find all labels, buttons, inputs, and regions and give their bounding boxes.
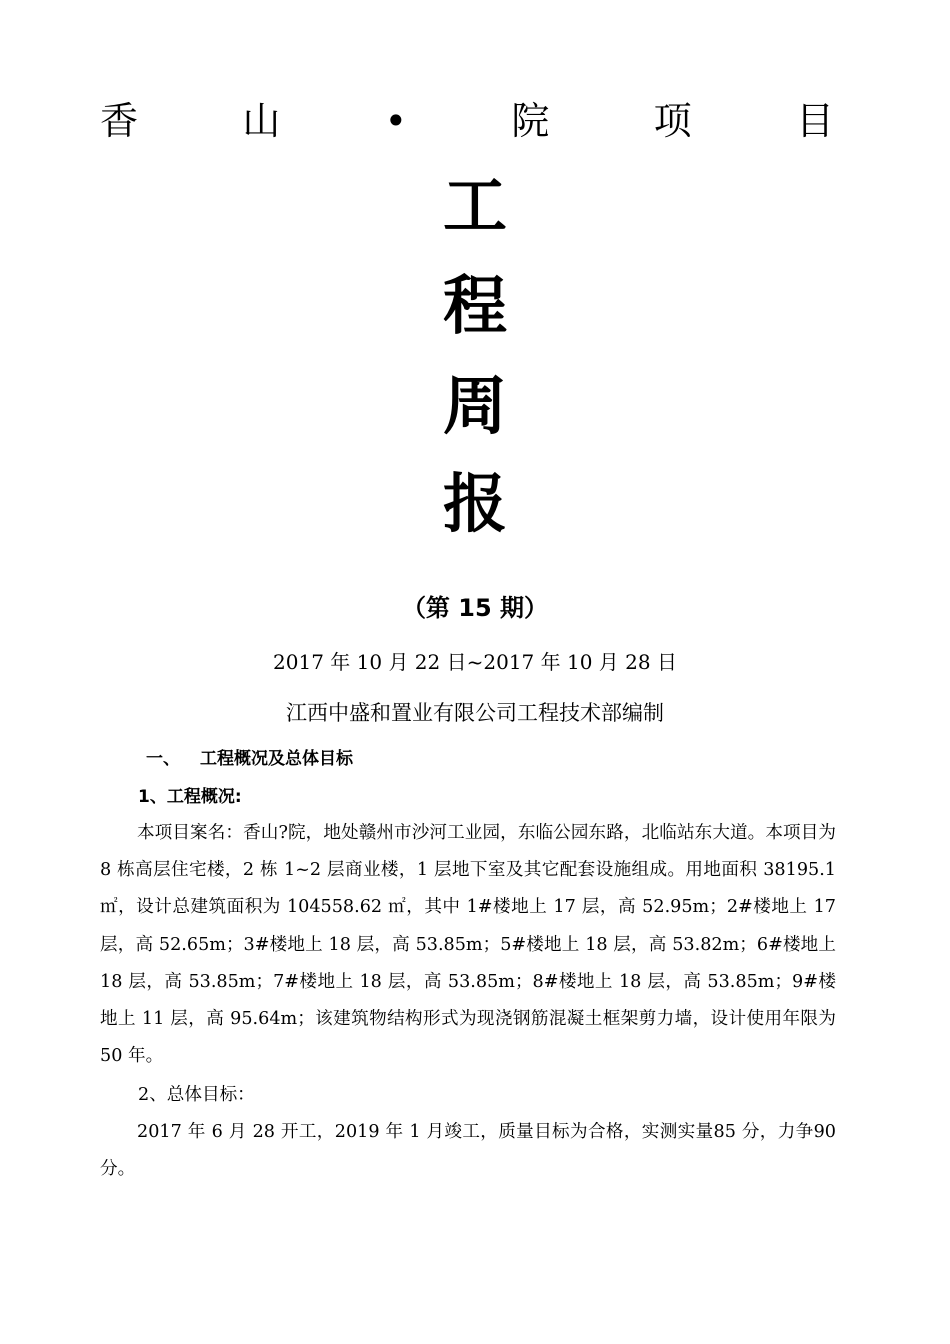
report-title-char: 周: [443, 370, 507, 444]
issue-number: （第 15 期）: [401, 594, 549, 622]
project-title-char: •: [384, 99, 408, 143]
report-title-char: 工: [443, 170, 507, 244]
target-heading: 2、总体目标：: [138, 1085, 255, 1105]
target-paragraph: 2017 年 6 月 28 开工，2019 年 1 月竣工，质量目标为合格，实测实量85 分，力争90 分。: [100, 1122, 836, 1180]
project-title-char: 院: [511, 99, 550, 143]
compiler-line: 江西中盛和置业有限公司工程技术部编制: [286, 701, 664, 725]
report-title-char: 程: [443, 270, 507, 344]
section-number: 一、: [146, 749, 180, 769]
overview-heading: 1、工程概况:: [138, 787, 242, 807]
date-range: 2017 年 10 月 22 日~2017 年 10 月 28 日: [273, 650, 677, 674]
project-title-char: 香: [100, 99, 139, 143]
project-title: [100, 96, 834, 146]
section-title: 工程概况及总体目标: [200, 749, 353, 769]
project-title-char: 项: [653, 99, 692, 143]
project-title-char: 目: [795, 99, 834, 143]
report-title-char: 报: [443, 468, 507, 542]
overview-paragraph: 本项目案名：香山?院，地处赣州市沙河工业园，东临公园东路，北临站东大道。本项目为 8 栋高层住宅楼，2 栋 1~2 层商业楼，1 层地下室及其它配套设施组成。用地面积 38195.1 ㎡，设计总建筑面积为 104558.62 ㎡，其中 1#楼地上 17 层，高 52.95m；2#楼地上 17 层，高 52.65m；3#楼地上 18 层，高 53.85m；5#楼地上 18 层，高 53.82m；6#楼地上 18 层，高 53.85m；7#楼地上 18 层，高 53.85m；8#楼地上 18 层，高 53.85m；9#楼地上 11 层，高 95.64m；该建筑物结构形式为现浇钢筋混凝土框架剪力墙，设计使用年限为 50 年。: [100, 823, 836, 1067]
section-heading: [146, 744, 353, 774]
project-title-char: 山: [242, 99, 281, 143]
